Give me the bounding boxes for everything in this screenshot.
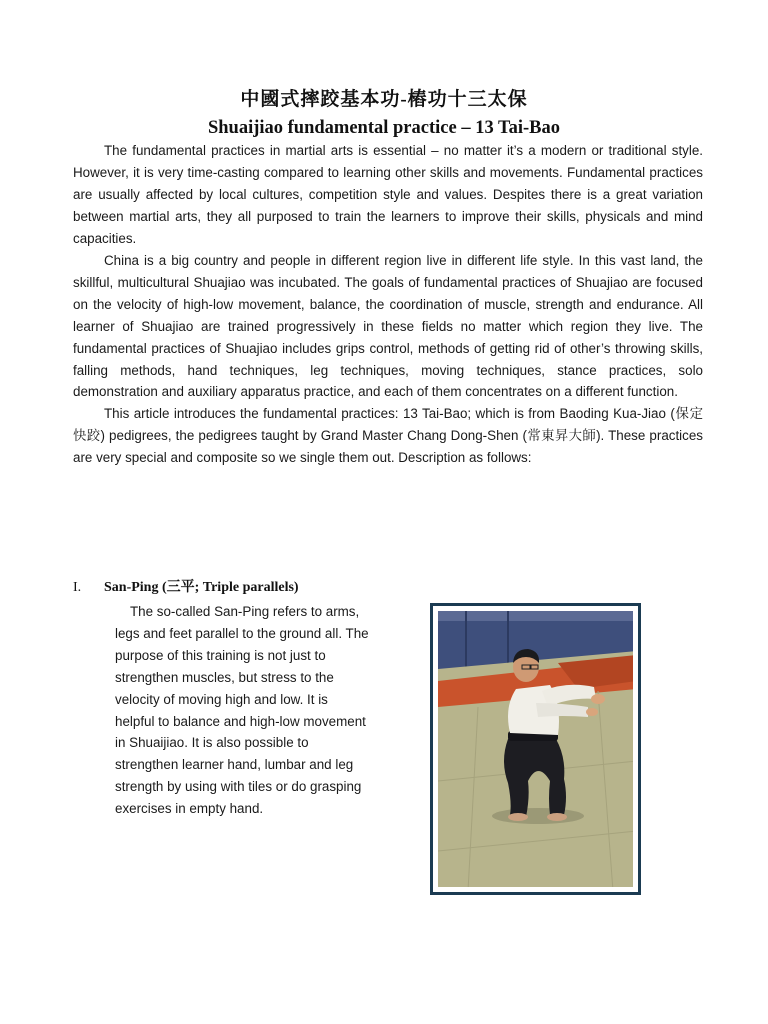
paragraph-3: This article introduces the fundamental practices: 13 Tai-Bao; which is from Baoding Kua-Jiao (保定快跤) pedigrees, the pedigrees taught by Grand Master Chang Dong-Shen (常東昇大師). These practices are very special and composite so we single them out. Description as follows: (73, 406, 703, 466)
paragraph-2: China is a big country and people in different region live in different life style. In this vast land, the skillful, multicultural Shuajiao was incubated. The goals of fundamental practices of Shuajiao are focused on the velocity of high-low movement, balance, the coordination of muscle, strength and endurance. All learner of Shuajiao are trained progressively in these fields no matter which region they live. The fundamental practices of Shuajiao includes grips control, methods of getting rid of other’s throwing skills, falling methods, hand techniques, leg techniques, moving techniques, stance practices, solo demonstration and auxiliary apparatus practice, and each of them concentrates on a different function. (73, 252, 703, 400)
section-heading (73, 578, 473, 598)
paragraph-1: The fundamental practices in martial arts is essential – no matter it’s a modern or traditional style. However, it is very time-casting compared to learning other skills and movements. Fundamental practices are usually affected by local cultures, competition style and values. Despites there is a great variation between martial arts, they all purposed to train the learners to improve their skills, physicals and mind capacities. (73, 143, 703, 246)
foot (508, 813, 528, 821)
san-ping-photo (430, 603, 641, 895)
squatting-practitioner-illustration (438, 611, 633, 887)
section-body (115, 601, 371, 820)
document-title-english: Shuaijiao fundamental practice – 13 Tai-Bao (207, 118, 561, 138)
intro-text (73, 140, 703, 469)
hand (591, 694, 605, 704)
section-paragraph: The so-called San-Ping refers to arms, legs and feet parallel to the ground all. The purpose of this training is not just to strengthen muscles, but stress to the velocity of moving high and low. It is helpful to balance and high-low movement in Shuaijiao. It is also possible to strengthen learner hand, lumbar and leg strength by using with tiles or do grasping exercises in empty hand. (115, 604, 369, 817)
section-number: I. (73, 580, 82, 595)
section-title: San-Ping (三平; Triple parallels) (104, 580, 299, 595)
photo-content (438, 611, 633, 887)
document-title-chinese: 中國式摔跤基本功-樁功十三太保 (240, 89, 528, 110)
